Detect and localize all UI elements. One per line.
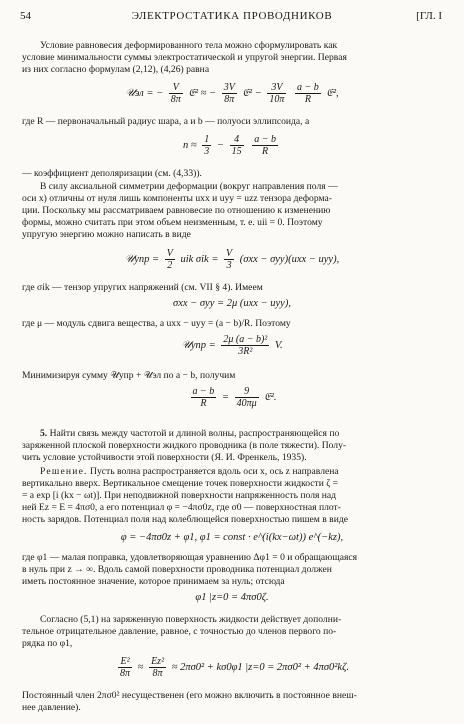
solution-line: вертикально вверх. Вертикальное смещение точек поверхности жидкости ζ =	[22, 478, 339, 489]
solution-line: ней Ez = E = 4πσ0, а его потенциал φ = −4πσ0z, где σ0 — поверхностная плот-	[22, 502, 341, 513]
paragraph-line: где R — первоначальный радиус шара, a и b — полуоси эллипсоида, а	[22, 116, 310, 127]
paragraph-line: оси x) отличны от нуля лишь компоненты uxx и uyy = uzz тензора деформа-	[22, 193, 332, 204]
paragraph-line: Согласно (5,1) на заряженную поверхность жидкости действует дополни-	[40, 614, 342, 625]
problem-number: 5.	[40, 428, 48, 439]
problem-statement-line: 5. Найти связь между частотой и длиной волны, распространяющейся по	[40, 428, 340, 439]
paragraph-line: в нуль при z → ∞. Вдоль самой поверхности проводника потенциал должен	[22, 564, 332, 575]
paragraph-line: формы, можно считать при этом объем неизменным, т. е. uii = 0. Поэтому	[22, 217, 323, 228]
equation-depolarization: n ≈ $\frac{1}{3}$ − $\frac{4}{15}$ $\frac{a - b}{R}$	[183, 134, 276, 157]
chapter-marker: [ГЛ. I	[416, 10, 442, 22]
paragraph-line: — коэффициент деполяризации (см. (4,33)).	[22, 168, 202, 179]
equation-potential: φ = −4πσ0z + φ1, φ1 = const · e^(i(kx−ωt)) e^(−kz),	[120, 532, 344, 543]
equation-elastic-energy: 𝒰упр = $\frac{V}{2}$ uik σik = $\frac{V}{3}$ (σxx − σyy)(uxx − uyy),	[124, 248, 340, 271]
equation-pressure: $\frac{\text{E²}}{8\pi}$ ≈ $\frac{\text{Ez²}}{8\pi}$ ≈ 2πσ0² + kσ0φ1 |z=0 = 2πσ0² + 4πσ0²kζ.	[120, 656, 349, 679]
solution-line: Решение. Пусть волна распространяется вдоль оси x, ось z направлена	[40, 466, 339, 477]
fraction: $\frac{9}{40\pi\mu}$	[236, 386, 257, 409]
running-header-title: ЭЛЕКТРОСТАТИКА ПРОВОДНИКОВ	[131, 10, 333, 22]
paragraph-line: из них согласно формулам (2,12), (4,26) равна	[22, 64, 210, 75]
fraction: $\frac{\text{E²}}{8\pi}$	[120, 656, 131, 679]
fraction: $\frac{V}{3}$	[226, 248, 233, 271]
fraction: $\frac{V}{8\pi}$	[170, 82, 181, 105]
solution-line: = a exp [i (kx − ωt)]. При неподвижной поверхности напряженность поля над	[22, 490, 337, 501]
paragraph-line: иметь постоянное значение, которое принимаем за нуль; отсюда	[22, 576, 285, 587]
equation-stress-difference: σxx − σyy = 2μ (uxx − uyy),	[173, 298, 291, 309]
fraction: $\frac{a - b}{R}$	[192, 386, 215, 409]
solution-line: ность зарядов. Потенциал поля над колеблющейся поверхностью пишем в виде	[22, 514, 348, 525]
fraction: $\frac{1}{3}$	[204, 134, 210, 157]
paragraph-line: Минимизируя сумму 𝒰упр + 𝒰эл по a − b, получим	[22, 370, 236, 381]
paragraph-line: В силу аксиальной симметрии деформации (вокруг направления поля —	[40, 181, 338, 192]
paragraph-line: где σik — тензор упругих напряжений (см. VII § 4). Имеем	[22, 282, 263, 293]
paragraph-line: условие минимальности суммы электростатической и упругой энергии. Первая	[22, 52, 347, 63]
fraction: $\frac{V}{2}$	[166, 248, 173, 271]
paragraph-line: упругую энергию можно написать в виде	[22, 229, 191, 240]
paragraph-line: рядка по φ1,	[22, 638, 73, 649]
equation-deformation-result: $\frac{a - b}{R}$ = $\frac{9}{40\pi\mu}$ 𝔈².	[192, 386, 277, 409]
paragraph-line: где φ1 — малая поправка, удовлетворяющая уравнению Δφ1 = 0 и обращающаяся	[22, 552, 358, 563]
paragraph-line: ции. Поскольку мы рассматриваем равновесие по отношению к изменению	[22, 205, 331, 216]
paragraph-line: нее давление).	[22, 702, 81, 713]
fraction: $\frac{4}{15}$	[231, 134, 242, 157]
equation-electrostatic-energy: 𝒰эл = − $\frac{V}{8\pi}$ 𝔈² ≈ − $\frac{3V}{8\pi}$ 𝔈² − $\frac{3V}{10\pi}$ $\frac{a - b}{R}$ 𝔈²,	[125, 82, 339, 105]
paragraph-line: тельное отрицательное давление, равное, с точностью до членов первого по-	[22, 626, 337, 637]
page-number: 54	[20, 10, 31, 22]
fraction: $\frac{3V}{8\pi}$	[223, 82, 235, 105]
equation-elastic-energy-result: 𝒰упр = $\frac{\text{2μ (a − b)²}}{\text{3R²}}$ V.	[181, 334, 283, 357]
fraction: $\frac{a - b}{R}$	[254, 134, 276, 157]
problem-statement-line: чить условие устойчивости этой поверхности (Я. И. Френкель, 1935).	[22, 452, 307, 463]
equation-boundary-condition: φ1 |z=0 = 4πσ0ζ.	[195, 592, 269, 603]
fraction: $\frac{a - b}{R}$	[297, 82, 319, 105]
fraction: $\frac{\text{Ez²}}{8\pi}$	[151, 656, 165, 679]
paragraph-line: Условие равновесия деформированного тела можно сформулировать как	[40, 40, 338, 51]
fraction: $\frac{\text{2μ (a − b)²}}{\text{3R²}}$	[223, 334, 268, 357]
problem-statement-line: заряженной плоской поверхности жидкого проводника (в поле тяжести). Полу-	[22, 440, 347, 451]
paragraph-line: где μ — модуль сдвига вещества, а uxx − uyy = (a − b)/R. Поэтому	[22, 318, 291, 329]
paragraph-line: Постоянный член 2πσ0² несущественен (его можно включить в постоянное внеш-	[22, 690, 357, 701]
solution-label: Решение.	[40, 466, 88, 477]
fraction: $\frac{3V}{10\pi}$	[269, 82, 285, 105]
